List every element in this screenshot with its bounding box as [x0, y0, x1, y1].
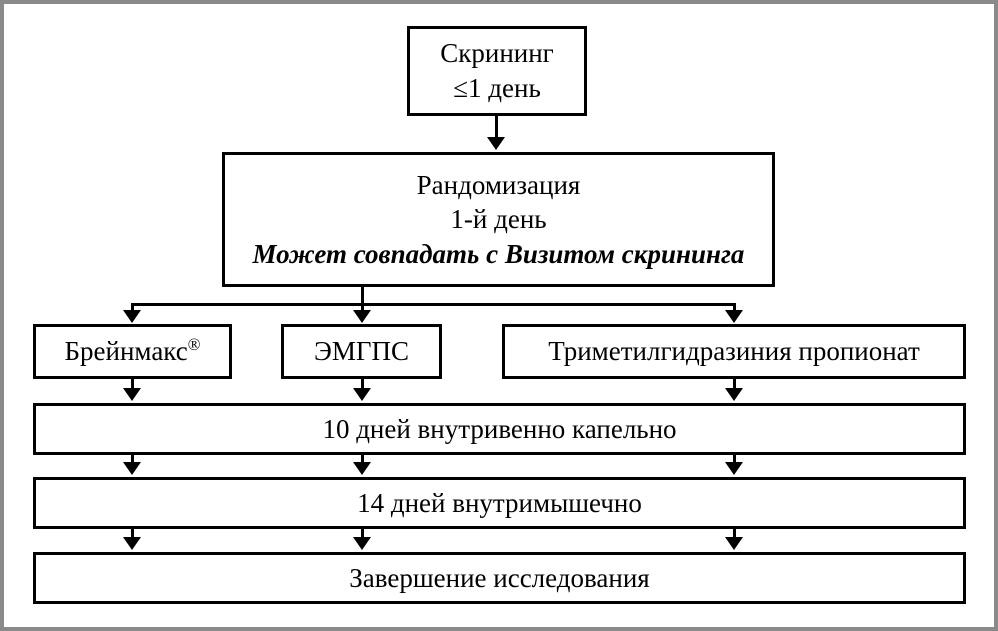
arrowhead-im-end-3 — [725, 537, 743, 550]
node-arm3 — [502, 324, 966, 379]
arrowhead-arm1-iv — [123, 388, 141, 401]
arrowhead-arm2-iv — [353, 388, 371, 401]
arrowhead-arm1 — [123, 310, 141, 323]
node-screening-line1: Скрининг — [440, 38, 554, 69]
node-arm1 — [33, 324, 232, 379]
node-screening — [407, 26, 587, 116]
node-randomization-line2: 1-й день — [450, 204, 547, 235]
node-phase-im-label: 14 дней внутримышечно — [357, 487, 642, 518]
node-arm2-label: ЭМГПС — [314, 336, 409, 367]
node-arm2 — [281, 324, 442, 379]
connector-randomization-bus — [131, 303, 735, 306]
arrowhead-iv-im-1 — [123, 462, 141, 475]
node-completion-label: Завершение исследования — [349, 562, 650, 593]
arrowhead-iv-im-3 — [725, 462, 743, 475]
arrowhead-screening-randomization — [487, 137, 505, 150]
node-screening-line2: ≤1 день — [453, 73, 541, 103]
arrowhead-arm3-iv — [725, 388, 743, 401]
registered-mark: ® — [187, 335, 201, 355]
connector-screening-randomization — [495, 116, 498, 139]
arrowhead-arm2 — [353, 310, 371, 323]
node-phase-iv — [33, 403, 966, 455]
node-phase-im — [33, 477, 966, 529]
arrowhead-im-end-2 — [353, 537, 371, 550]
node-completion — [33, 552, 966, 604]
arrowhead-im-end-1 — [123, 537, 141, 550]
arrowhead-iv-im-2 — [353, 462, 371, 475]
node-randomization — [222, 152, 775, 287]
node-phase-iv-label: 10 дней внутривенно капельно — [322, 413, 677, 444]
node-randomization-line1: Рандомизация — [416, 169, 581, 200]
node-arm3-label: Триметилгидразиния пропионат — [548, 336, 920, 367]
node-randomization-line3: Может совпадать с Визитом скрининга — [252, 238, 745, 269]
node-arm1-label: Брейнмакс® — [64, 335, 201, 367]
arrowhead-arm3 — [725, 310, 743, 323]
